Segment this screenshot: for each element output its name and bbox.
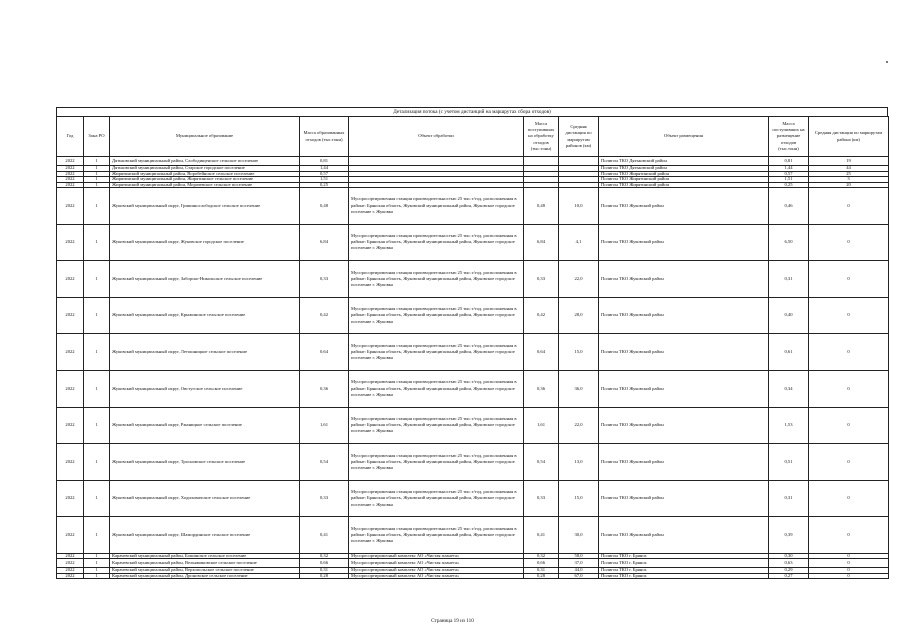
cell-placement-object: Полигон ТКО Жирятинский район [599, 182, 769, 188]
cell-mass-generated: 0,33 [300, 261, 349, 298]
cell-distance-to-treatment: 22,0 [559, 407, 599, 444]
header-mass-to-treatment: Масса поступивших на обработку отходов (тыс.тонн) [524, 117, 559, 157]
cell-mass-to-treatment: 0,64 [524, 334, 559, 371]
cell-mass-to-placement: 0,51 [769, 444, 809, 481]
header-distance-to-treatment: Средняя дистанция по маршрутам районов (км) [559, 117, 599, 157]
cell-mass-generated: 0,28 [300, 573, 349, 579]
cell-mass-generated: 0,32 [300, 553, 349, 559]
cell-zone: 1 [84, 171, 110, 177]
cell-year: 2022 [57, 559, 84, 568]
cell-placement-object: Полигон ТКО Жуковский район [599, 407, 769, 444]
cell-municipality: Карачевский муниципальный район, Дроновское сельское поселение [110, 573, 300, 579]
cell-zone: 1 [84, 261, 110, 298]
cell-year: 2022 [57, 568, 84, 574]
cell-mass-to-treatment: 0,32 [524, 553, 559, 559]
cell-mass-to-treatment: 0,54 [524, 444, 559, 481]
cell-distance-to-placement: 0 [809, 334, 889, 371]
cell-mass-generated: 0,57 [300, 171, 349, 177]
cell-mass-generated: 0,81 [300, 157, 349, 166]
cell-municipality: Жирятинский муниципальный район, Воробейнское сельское поселение [110, 171, 300, 177]
cell-mass-to-placement: 0,30 [769, 553, 809, 559]
cell-municipality: Жуковский муниципальный округ, Шамординское сельское поселение [110, 517, 300, 554]
cell-placement-object: Полигон ТКО Жирятинский район [599, 177, 769, 183]
cell-year: 2022 [57, 157, 84, 166]
table-row [57, 261, 889, 298]
cell-mass-to-treatment: 1,61 [524, 407, 559, 444]
table-row [57, 224, 889, 261]
cell-treatment-object: Мусоросортировочная станция производительностью 25 тыс.т/год, расположенная в районе: Брянская область, Жуковский муниципальный район, Жуковское городское поселение г. Жуковка [349, 480, 524, 517]
cell-distance-to-treatment: 28,0 [559, 297, 599, 334]
cell-mass-to-treatment: 0,33 [524, 480, 559, 517]
header-distance-to-placement: Средняя дистанция по маршрутам района (км) [809, 117, 889, 157]
cell-distance-to-placement: 19 [809, 157, 889, 166]
page-number: Страница 19 из 110 [431, 618, 474, 624]
cell-treatment-object: Мусоросортировочная станция производительностью 25 тыс.т/год, расположенная в районе: Брянская область, Жуковский муниципальный район, Жуковское городское поселение г. Жуковка [349, 370, 524, 407]
header-year: Год [57, 117, 84, 157]
cell-year: 2022 [57, 171, 84, 177]
header-placement-object: Объект размещения [599, 117, 769, 157]
cell-municipality: Жуковский муниципальный округ, Ходиловичское сельское поселение [110, 480, 300, 517]
cell-treatment-object: Мусоросортировочный комплекс АО «Чистая планета» [349, 553, 524, 559]
cell-distance-to-placement: 0 [809, 261, 889, 298]
cell-mass-generated: 0,41 [300, 517, 349, 554]
cell-distance-to-placement: 0 [809, 568, 889, 574]
cell-year: 2022 [57, 407, 84, 444]
cell-year: 2022 [57, 261, 84, 298]
cell-distance-to-treatment: 22,0 [559, 261, 599, 298]
cell-mass-generated: 1,51 [300, 177, 349, 183]
cell-mass-to-treatment: 0,48 [524, 188, 559, 225]
cell-municipality: Жуковский муниципальный округ, Ржаницкое сельское поселение [110, 407, 300, 444]
cell-distance-to-placement: 0 [809, 553, 889, 559]
cell-treatment-object: Мусоросортировочная станция производительностью 25 тыс.т/год, расположенная в районе: Брянская область, Жуковский муниципальный район, Жуковское городское поселение г. Жуковка [349, 297, 524, 334]
cell-zone: 1 [84, 407, 110, 444]
cell-zone: 1 [84, 166, 110, 172]
cell-mass-to-treatment: 0,33 [524, 261, 559, 298]
cell-treatment-object: Мусоросортировочный комплекс АО «Чистая планета» [349, 568, 524, 574]
cell-mass-to-placement: 1,53 [769, 407, 809, 444]
cell-treatment-object: Мусоросортировочная станция производительностью 25 тыс.т/год, расположенная в районе: Брянская область, Жуковский муниципальный район, Жуковское городское поселение г. Жуковка [349, 444, 524, 481]
cell-distance-to-placement: 20 [809, 182, 889, 188]
cell-mass-generated: 0,64 [300, 334, 349, 371]
cell-distance-to-placement: 0 [809, 480, 889, 517]
cell-mass-to-placement: 0,31 [769, 480, 809, 517]
cell-year: 2022 [57, 166, 84, 172]
cell-treatment-object: Мусоросортировочная станция производительностью 25 тыс.т/год, расположенная в районе: Брянская область, Жуковский муниципальный район, Жуковское городское поселение г. Жуковка [349, 224, 524, 261]
cell-mass-generated: 6,84 [300, 224, 349, 261]
cell-zone: 1 [84, 297, 110, 334]
cell-distance-to-placement: 0 [809, 188, 889, 225]
cell-mass-generated: 0,42 [300, 297, 349, 334]
cell-mass-generated: 0,66 [300, 559, 349, 568]
cell-zone: 1 [84, 177, 110, 183]
cell-municipality: Дятьковский муниципальный район, Старское городское поселение [110, 166, 300, 172]
cell-mass-to-placement: 0,57 [769, 171, 809, 177]
cell-mass-to-treatment: 0,31 [524, 568, 559, 574]
header-mass-generated: Масса образованных отходов (тыс.тонн) [300, 117, 349, 157]
cell-mass-generated: 1,44 [300, 166, 349, 172]
cell-zone: 1 [84, 517, 110, 554]
cell-placement-object: Полигон ТКО г. Брянск [599, 568, 769, 574]
cell-placement-object: Полигон ТКО Дятьковский район [599, 166, 769, 172]
cell-municipality: Жуковский муниципальный округ, Овстугское сельское поселение [110, 370, 300, 407]
waste-flow-table [56, 116, 889, 579]
cell-mass-to-treatment: 0,41 [524, 517, 559, 554]
cell-municipality: Жуковский муниципальный округ, Крыжинское сельское поселение [110, 297, 300, 334]
cell-mass-to-placement: 0,39 [769, 517, 809, 554]
cell-distance-to-placement: 3 [809, 177, 889, 183]
cell-placement-object: Полигон ТКО г. Брянск [599, 559, 769, 568]
header-zone: Зона РО [84, 117, 110, 157]
cell-placement-object: Полигон ТКО Жуковский район [599, 188, 769, 225]
cell-placement-object: Полигон ТКО Жуковский район [599, 480, 769, 517]
cell-zone: 1 [84, 573, 110, 579]
cell-year: 2022 [57, 334, 84, 371]
cell-year: 2022 [57, 182, 84, 188]
table-row [57, 334, 889, 371]
cell-distance-to-placement: 0 [809, 573, 889, 579]
cell-municipality: Жуковский муниципальный округ, Жуковское городское поселение [110, 224, 300, 261]
scan-speck [886, 61, 888, 63]
cell-year: 2022 [57, 188, 84, 225]
cell-municipality: Карачевский муниципальный район, Верхопольское сельское поселение [110, 568, 300, 574]
cell-distance-to-treatment: 36,0 [559, 370, 599, 407]
header-treatment-object: Объект обработки [349, 117, 524, 157]
cell-placement-object: Полигон ТКО Жуковский район [599, 444, 769, 481]
cell-treatment-object: Мусоросортировочная станция производительностью 25 тыс.т/год, расположенная в районе: Брянская область, Жуковский муниципальный район, Жуковское городское поселение г. Жуковка [349, 334, 524, 371]
cell-mass-to-placement: 0,61 [769, 334, 809, 371]
cell-treatment-object [349, 157, 524, 166]
cell-year: 2022 [57, 224, 84, 261]
cell-mass-to-placement: 0,46 [769, 188, 809, 225]
cell-municipality: Жирятинский муниципальный район, Морачевское сельское поселение [110, 182, 300, 188]
table-row [57, 573, 889, 579]
table-row [57, 480, 889, 517]
cell-zone: 1 [84, 224, 110, 261]
cell-municipality: Жуковский муниципальный округ, Гришинослободское сельское поселение [110, 188, 300, 225]
cell-mass-to-treatment: 0,66 [524, 559, 559, 568]
cell-distance-to-treatment: 67,0 [559, 573, 599, 579]
cell-placement-object: Полигон ТКО Жуковский район [599, 261, 769, 298]
table-title: Детализация потока (с учетом дистанций на маршрутах сбора отходов) [56, 107, 888, 116]
cell-municipality: Карачевский муниципальный район, Вельяминовское сельское поселение [110, 559, 300, 568]
cell-distance-to-placement: 0 [809, 297, 889, 334]
cell-mass-generated: 0,54 [300, 444, 349, 481]
cell-zone: 1 [84, 444, 110, 481]
cell-zone: 1 [84, 480, 110, 517]
table-row [57, 407, 889, 444]
cell-placement-object: Полигон ТКО г. Брянск [599, 573, 769, 579]
cell-mass-to-placement: 0,63 [769, 559, 809, 568]
cell-mass-to-placement: 0,34 [769, 370, 809, 407]
cell-municipality: Жирятинский муниципальный район, Жирятинское сельское поселение [110, 177, 300, 183]
cell-distance-to-treatment: 15,0 [559, 334, 599, 371]
cell-year: 2022 [57, 573, 84, 579]
cell-treatment-object: Мусоросортировочный комплекс АО «Чистая планета» [349, 559, 524, 568]
cell-zone: 1 [84, 334, 110, 371]
table-row [57, 444, 889, 481]
cell-zone: 1 [84, 568, 110, 574]
cell-zone: 1 [84, 157, 110, 166]
cell-year: 2022 [57, 177, 84, 183]
cell-municipality: Жуковский муниципальный округ, Летошницкое сельское поселение [110, 334, 300, 371]
cell-distance-to-placement: 25 [809, 171, 889, 177]
cell-mass-generated: 0,48 [300, 188, 349, 225]
cell-mass-to-placement: 0,40 [769, 297, 809, 334]
header-row [57, 117, 889, 157]
table-row [57, 188, 889, 225]
cell-mass-to-placement: 1,44 [769, 166, 809, 172]
table-row [57, 517, 889, 554]
cell-placement-object: Полигон ТКО Дятьковский район [599, 157, 769, 166]
cell-distance-to-placement: 0 [809, 517, 889, 554]
cell-distance-to-treatment: 4,1 [559, 224, 599, 261]
cell-treatment-object: Мусоросортировочная станция производительностью 25 тыс.т/год, расположенная в районе: Брянская область, Жуковский муниципальный район, Жуковское городское поселение г. Жуковка [349, 188, 524, 225]
cell-distance-to-placement: 0 [809, 224, 889, 261]
cell-treatment-object: Мусоросортировочная станция производительностью 25 тыс.т/год, расположенная в районе: Брянская область, Жуковский муниципальный район, Жуковское городское поселение г. Жуковка [349, 517, 524, 554]
cell-year: 2022 [57, 297, 84, 334]
cell-placement-object: Полигон ТКО Жуковский район [599, 370, 769, 407]
cell-year: 2022 [57, 444, 84, 481]
cell-mass-to-treatment: 0,42 [524, 297, 559, 334]
cell-distance-to-placement: 0 [809, 559, 889, 568]
cell-mass-generated: 0,36 [300, 370, 349, 407]
cell-distance-to-treatment: 58,0 [559, 553, 599, 559]
header-mass-to-placement: Масса поступивших на размещение отходов (тыс.тонн) [769, 117, 809, 157]
table-row [57, 370, 889, 407]
cell-treatment-object: Мусоросортировочная станция производительностью 25 тыс.т/год, расположенная в районе: Брянская область, Жуковский муниципальный район, Жуковское городское поселение г. Жуковка [349, 407, 524, 444]
cell-mass-to-placement: 0,31 [769, 261, 809, 298]
cell-distance-to-treatment [559, 157, 599, 166]
cell-mass-to-treatment: 0,36 [524, 370, 559, 407]
cell-distance-to-treatment: 15,0 [559, 480, 599, 517]
cell-distance-to-treatment: 37,0 [559, 559, 599, 568]
table-row [57, 559, 889, 568]
cell-placement-object: Полигон ТКО Жирятинский район [599, 171, 769, 177]
cell-placement-object: Полигон ТКО Жуковский район [599, 224, 769, 261]
cell-mass-to-treatment: 6,84 [524, 224, 559, 261]
cell-mass-generated: 0,31 [300, 568, 349, 574]
cell-placement-object: Полигон ТКО Жуковский район [599, 517, 769, 554]
cell-placement-object: Полигон ТКО Жуковский район [599, 334, 769, 371]
cell-distance-to-treatment: 10,0 [559, 188, 599, 225]
table-row [57, 297, 889, 334]
cell-municipality: Жуковский муниципальный округ, Заборско-Никольское сельское поселение [110, 261, 300, 298]
cell-municipality: Карачевский муниципальный район, Бошинское сельское поселение [110, 553, 300, 559]
cell-mass-generated: 0,33 [300, 480, 349, 517]
cell-zone: 1 [84, 182, 110, 188]
cell-distance-to-placement: 0 [809, 370, 889, 407]
cell-treatment-object: Мусоросортировочная станция производительностью 25 тыс.т/год, расположенная в районе: Брянская область, Жуковский муниципальный район, Жуковское городское поселение г. Жуковка [349, 261, 524, 298]
cell-year: 2022 [57, 370, 84, 407]
cell-year: 2022 [57, 553, 84, 559]
cell-mass-to-placement: 0,29 [769, 568, 809, 574]
cell-year: 2022 [57, 517, 84, 554]
cell-placement-object: Полигон ТКО г. Брянск [599, 553, 769, 559]
cell-mass-to-treatment [524, 157, 559, 166]
cell-distance-to-placement: 0 [809, 407, 889, 444]
cell-distance-to-placement: 0 [809, 444, 889, 481]
cell-distance-to-treatment: 44,0 [559, 568, 599, 574]
cell-zone: 1 [84, 188, 110, 225]
cell-mass-generated: 0,25 [300, 182, 349, 188]
header-municipality: Муниципальное образование [110, 117, 300, 157]
cell-mass-to-placement: 0,27 [769, 573, 809, 579]
table-row [57, 157, 889, 166]
cell-mass-generated: 1,61 [300, 407, 349, 444]
cell-placement-object: Полигон ТКО Жуковский район [599, 297, 769, 334]
cell-distance-to-treatment: 13,0 [559, 444, 599, 481]
cell-mass-to-treatment: 0,28 [524, 573, 559, 579]
cell-treatment-object: Мусоросортировочный комплекс АО «Чистая планета» [349, 573, 524, 579]
cell-zone: 1 [84, 370, 110, 407]
cell-mass-to-placement: 0,81 [769, 157, 809, 166]
cell-municipality: Дятьковский муниципальный район, Слободищенское сельское поселение [110, 157, 300, 166]
cell-distance-to-placement: 44 [809, 166, 889, 172]
cell-mass-to-placement: 0,25 [769, 182, 809, 188]
cell-municipality: Жуковский муниципальный округ, Тросновское сельское поселение [110, 444, 300, 481]
cell-distance-to-treatment: 30,0 [559, 517, 599, 554]
cell-zone: 1 [84, 553, 110, 559]
cell-year: 2022 [57, 480, 84, 517]
cell-mass-to-placement: 6,50 [769, 224, 809, 261]
cell-mass-to-placement: 1,51 [769, 177, 809, 183]
cell-zone: 1 [84, 559, 110, 568]
